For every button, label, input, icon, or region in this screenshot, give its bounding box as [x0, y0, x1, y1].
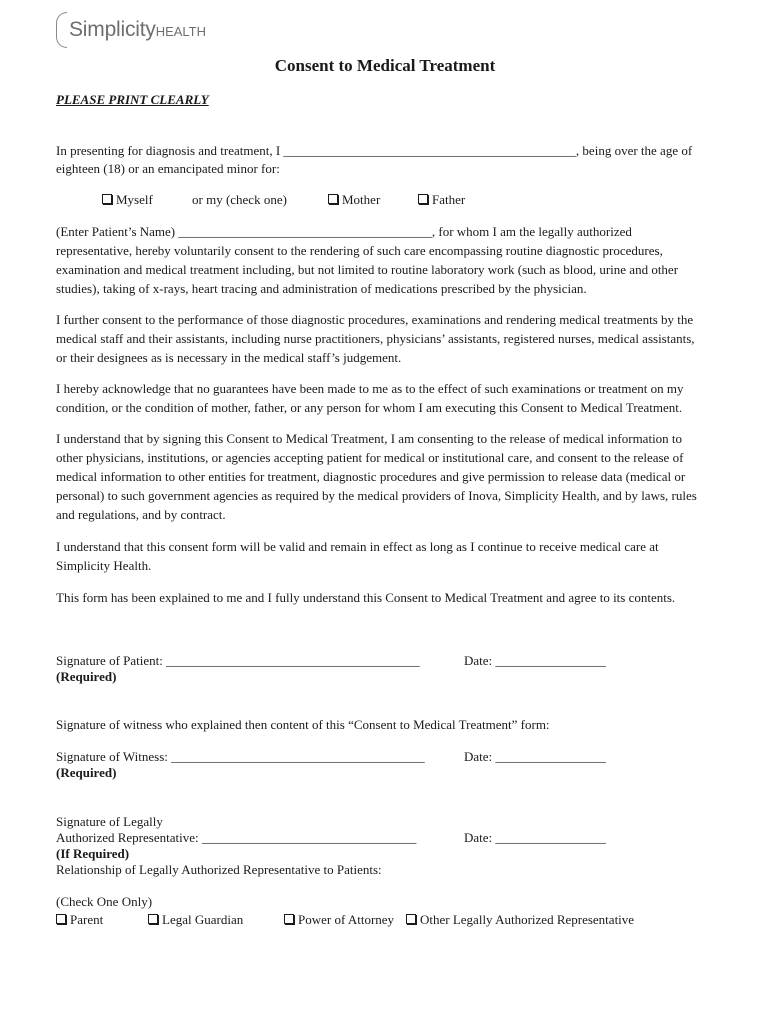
witness-intro-text: Signature of witness who explained then content of this “Consent to Medical Treatment” form:	[56, 717, 550, 732]
option-other-representative-label: Other Legally Authorized Representative	[420, 912, 635, 927]
paragraph-line: representative, hereby voluntarily consent to the rendering of such care encompassing routine diagnostic procedures,	[56, 243, 663, 258]
checkbox-myself[interactable]	[102, 194, 112, 204]
paragraph-line: I further consent to the performance of those diagnostic procedures, examinations and rendering medical treatments by the	[56, 312, 694, 327]
option-other-representative[interactable]	[406, 910, 634, 929]
option-power-of-attorney-label: Power of Attorney	[298, 912, 395, 927]
checkbox-parent[interactable]	[56, 914, 66, 924]
logo-arc-icon	[56, 12, 67, 48]
witness-required-note: (Required)	[56, 765, 117, 780]
logo-suffix-text: HEALTH	[155, 24, 207, 39]
rep-date-field[interactable]: Date: _________________	[464, 830, 606, 845]
paragraph-line: other physicians, institutions, or agencies accepting patient for medical or institutional care, and consent to the release of	[56, 450, 684, 465]
option-father-label: Father	[432, 192, 466, 207]
relationship-label: Relationship of Legally Authorized Representative to Patients:	[56, 862, 382, 877]
document-title: Consent to Medical Treatment	[274, 56, 496, 75]
paragraph-further-consent	[56, 310, 744, 367]
paragraph-line: I understand that this consent form will be valid and remain in effect as long as I continue to receive medical care at	[56, 539, 659, 554]
checkbox-legal-guardian[interactable]	[148, 914, 158, 924]
witness-signature-field[interactable]: Signature of Witness: _______________________________________	[56, 749, 425, 764]
patient-required-note: (Required)	[56, 669, 117, 684]
or-check-one-text: or my (check one)	[192, 192, 287, 207]
paragraph-line: and regulations, and by contract.	[56, 507, 226, 522]
logo-main-text: Simplicity	[69, 18, 156, 41]
witness-date-field[interactable]: Date: _________________	[464, 749, 606, 764]
option-myself[interactable]	[102, 190, 153, 209]
checkbox-power-of-attorney[interactable]	[284, 914, 294, 924]
option-parent-label: Parent	[70, 912, 104, 927]
checkbox-father[interactable]	[418, 194, 428, 204]
rep-label-line-1: Signature of Legally	[56, 814, 163, 829]
check-one-note: (Check One Only)	[56, 894, 153, 909]
paragraph-line: medical staff and their assistants, including nurse practitioners, physicians’ assistants, registered nurses, medical assistants,	[56, 331, 695, 346]
paragraph-release-information	[56, 429, 744, 524]
option-power-of-attorney[interactable]	[284, 910, 394, 929]
checkbox-mother[interactable]	[328, 194, 338, 204]
option-legal-guardian[interactable]	[148, 910, 243, 929]
paragraph-line: studies), taking of x-rays, heart tracing and administration of medications prescribed by the physician.	[56, 281, 587, 296]
intro-line-1: In presenting for diagnosis and treatment, I _____________________________________________, being over the age of	[56, 143, 693, 158]
logo-text	[69, 18, 206, 42]
print-clearly-note: PLEASE PRINT CLEARLY	[56, 92, 209, 107]
option-myself-label: Myself	[116, 192, 153, 207]
rep-if-required-note: (If Required)	[56, 846, 130, 861]
paragraph-line: I hereby acknowledge that no guarantees have been made to me as to the effect of such examinations or treatment on my	[56, 381, 684, 396]
paragraph-line: Simplicity Health.	[56, 558, 152, 573]
option-father[interactable]	[418, 190, 465, 209]
intro-line-2: eighteen (18) or an emancipated minor for:	[56, 161, 280, 176]
simplicity-health-logo	[56, 10, 206, 50]
option-mother-label: Mother	[342, 192, 381, 207]
checkbox-other-representative[interactable]	[406, 914, 416, 924]
patient-signature-field[interactable]: Signature of Patient: _______________________________________	[56, 653, 420, 668]
option-mother[interactable]	[328, 190, 380, 209]
paragraph-line: or their designees as is necessary in the medical staff’s judgement.	[56, 350, 402, 365]
patient-date-field[interactable]: Date: _________________	[464, 653, 606, 668]
paragraph-line: (Enter Patient’s Name) _______________________________________, for whom I am the legally authorized	[56, 224, 632, 239]
paragraph-explained	[56, 588, 744, 607]
option-parent[interactable]	[56, 910, 103, 929]
paragraph-line: I understand that by signing this Consent to Medical Treatment, I am consenting to the release of medical information to	[56, 431, 683, 446]
paragraph-line: examination and medical treatment including, but not limited to routine laboratory work (such as blood, urine and other	[56, 262, 679, 277]
paragraph-line: condition, or the condition of mother, father, or any person for whom I am executing this Consent to Medical Treatment.	[56, 400, 683, 415]
paragraph-line: personal) to such government agencies as required by the medical providers of Inova, Simplicity Health, and by laws, rules	[56, 488, 697, 503]
paragraph-line: medical information to other entities for treatment, diagnostic procedures and give permission to release data (medical or	[56, 469, 686, 484]
paragraph-no-guarantees	[56, 379, 744, 417]
paragraph-patient-consent	[56, 222, 744, 298]
paragraph-line: This form has been explained to me and I fully understand this Consent to Medical Treatment and agree to its contents.	[56, 590, 676, 605]
rep-signature-field[interactable]: Authorized Representative: _________________________________	[56, 830, 417, 845]
paragraph-validity	[56, 537, 744, 575]
option-legal-guardian-label: Legal Guardian	[162, 912, 244, 927]
